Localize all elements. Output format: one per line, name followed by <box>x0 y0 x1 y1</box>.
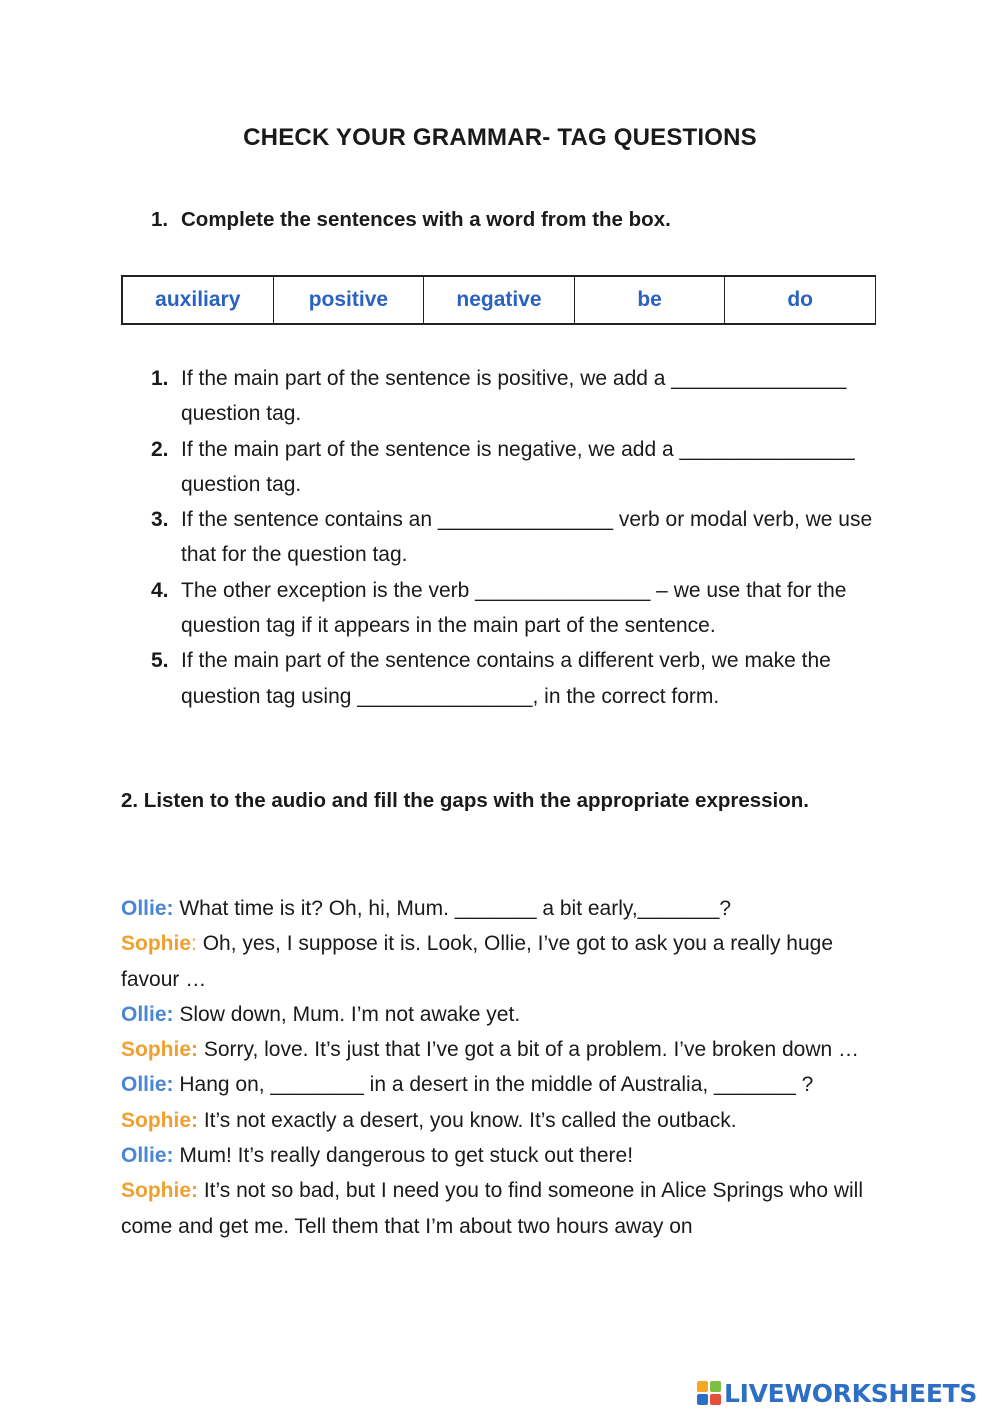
dialogue-text: What time is it? Oh, hi, Mum. _______ a bit early,_______? <box>173 897 732 920</box>
speaker-sophie: Sophie: <box>121 1108 198 1132</box>
rule-number: 5. <box>151 649 169 673</box>
word-box-item: do <box>725 277 876 323</box>
worksheet-title: CHECK YOUR GRAMMAR- TAG QUESTIONS <box>243 124 757 151</box>
grammar-rules-list <box>151 361 881 714</box>
rule-number: 4. <box>151 578 169 602</box>
speaker-sophie: Sophie: <box>121 1179 198 1203</box>
dialogue-text: Oh, yes, I suppose it is. Look, Ollie, I’ve got to ask you a really huge favour … <box>121 932 834 991</box>
speaker-colon: : <box>191 932 197 956</box>
logo-square <box>697 1394 708 1405</box>
rule-number: 2. <box>151 437 169 461</box>
dialogue-line <box>121 1173 881 1244</box>
speaker-sophie: Sophie: <box>121 1038 198 1062</box>
dialogue-text: It’s not so bad, but I need you to find someone in Alice Springs who will come and get me. Tell them that I’m about two hours away on <box>121 1179 864 1238</box>
speaker-ollie: Ollie: <box>121 1002 174 1026</box>
logo-square <box>697 1381 708 1392</box>
rule-number: 3. <box>151 508 169 532</box>
section2-heading: 2. Listen to the audio and fill the gaps with the appropriate expression. <box>121 789 809 812</box>
logo-square <box>710 1394 721 1405</box>
dialogue-text: Mum! It’s really dangerous to get stuck out there! <box>173 1144 634 1168</box>
logo-square <box>710 1381 721 1392</box>
rule-number: 1. <box>151 367 169 390</box>
word-box-item: negative <box>424 277 575 323</box>
liveworksheets-logo <box>697 1378 977 1408</box>
section1-number: 1. <box>151 208 169 231</box>
dialogue-line <box>121 1138 881 1173</box>
dialogue-text: It’s not exactly a desert, you know. It’s called the outback. <box>198 1108 737 1132</box>
rule-item <box>151 361 881 432</box>
rule-item <box>151 502 881 573</box>
section1-heading <box>151 208 671 232</box>
rule-text: If the main part of the sentence is positive, we add a _______________ question tag. <box>181 367 847 426</box>
dialogue-line <box>121 997 881 1032</box>
dialogue-line <box>121 1067 881 1102</box>
speaker-ollie: Ollie: <box>121 1073 174 1097</box>
logo-text: LIVEWORKSHEETS <box>724 1378 978 1408</box>
dialogue-text: Hang on, ________ in a desert in the middle of Australia, _______ ? <box>173 1073 814 1097</box>
dialogue <box>121 891 881 1244</box>
word-box-item: auxiliary <box>123 277 274 323</box>
rule-text: The other exception is the verb _______________ – we use that for the question tag if it appears in the main part of the sentence. <box>181 578 847 638</box>
speaker-ollie: Ollie: <box>121 1144 174 1168</box>
speaker-ollie: Ollie: <box>121 897 174 920</box>
liveworksheets-logo-icon <box>697 1381 721 1405</box>
rule-text: If the main part of the sentence is negative, we add a _______________ question tag. <box>181 437 855 496</box>
rule-item <box>151 432 881 503</box>
word-box <box>121 275 876 325</box>
rule-item <box>151 573 881 644</box>
dialogue-line <box>121 1103 881 1138</box>
word-box-item: positive <box>274 277 425 323</box>
dialogue-line <box>121 926 881 997</box>
dialogue-text: Sorry, love. It’s just that I’ve got a bit of a problem. I’ve broken down … <box>198 1038 860 1062</box>
speaker-sophie: Sophie <box>121 932 192 956</box>
rule-text: If the sentence contains an _______________ verb or modal verb, we use that for the question tag. <box>181 508 873 567</box>
dialogue-line <box>121 891 881 926</box>
word-box-item: be <box>575 277 726 323</box>
rule-text: If the main part of the sentence contains a different verb, we make the question tag using _______________, in the correct form. <box>181 649 831 708</box>
section1-heading-text: Complete the sentences with a word from the box. <box>181 208 671 231</box>
rule-item <box>151 643 881 714</box>
dialogue-line <box>121 1032 881 1067</box>
dialogue-text: Slow down, Mum. I’m not awake yet. <box>173 1002 521 1026</box>
